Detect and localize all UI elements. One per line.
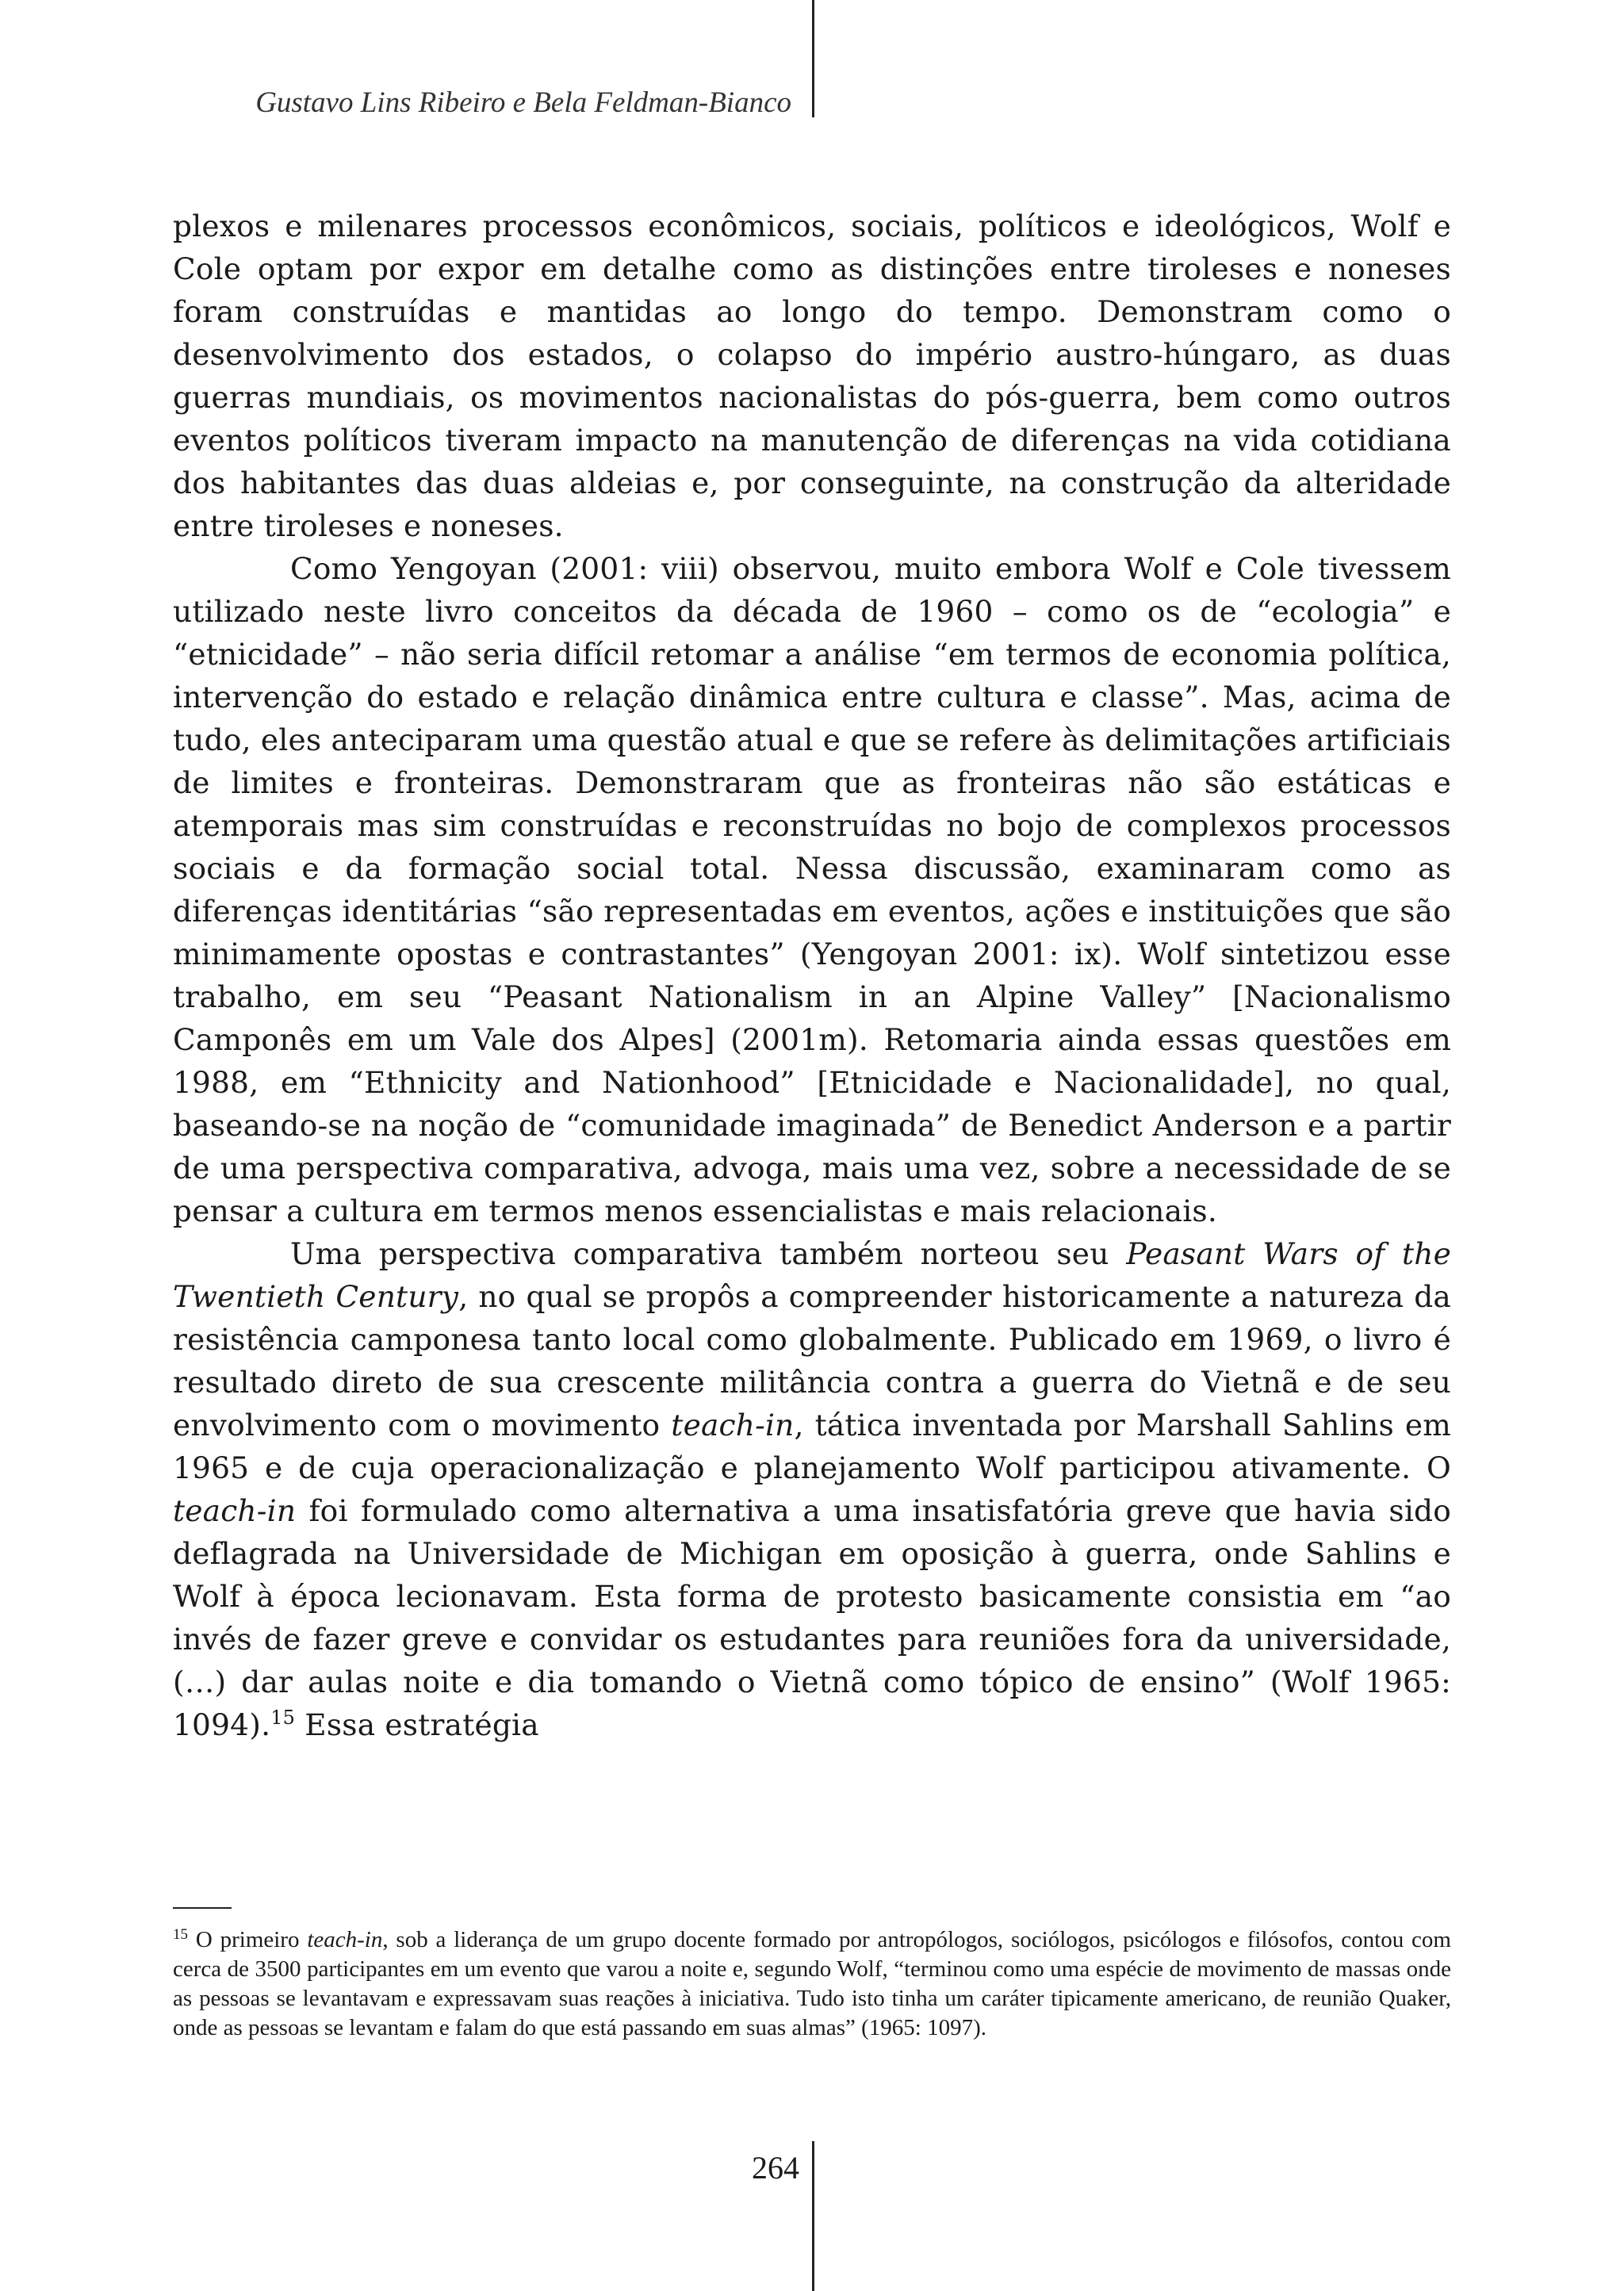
paragraph-3-text-d: foi formulado como alternativa a uma insatisfatória greve que havia sido deflagrada na Universidade de Michigan em oposição à guerra, onde Sahlins e Wolf à época lecionavam. Esta forma de protesto basicamente consistia em “ao invés de fazer greve e convidar os estudantes para reuniões fora da universidade, (…) dar aulas noite e dia tomando o Vietnã como tópico de ensino” (Wolf 1965: 1094).	[173, 1493, 1451, 1742]
page-number: 264	[752, 2150, 799, 2186]
paragraph-1: plexos e milenares processos econômicos, sociais, políticos e ideológicos, Wolf e Cole optam por expor em detalhe como as distinções entre tiroleses e noneses foram construídas e mantidas ao longo do tempo. Demonstram como o desenvolvimento dos estados, o colapso do império austro-húngaro, as duas guerras mundiais, os movimentos nacionalistas do pós-guerra, bem como outros eventos políticos tiveram impacto na manutenção de diferenças na vida cotidiana dos habitantes das duas aldeias e, por conseguinte, na construção da alteridade entre tiroleses e noneses.	[173, 209, 1451, 543]
footnote-term: teach-in	[307, 1927, 383, 1952]
footnote-text-b: , sob a liderança de um grupo docente formado por antropólogos, sociólogos, psicólogos e filósofos, contou com cerca de 3500 participantes em um evento que varou a noite e, segundo Wolf, “terminou como uma espécie de movimento de massas onde as pessoas se levantavam e expressavam suas reações à iniciativa. Tudo isto tinha um caráter tipicamente americano, de reunião Quaker, onde as pessoas se levantam e falam do que está passando em suas almas” (1965: 1097).	[173, 1927, 1451, 2040]
footnote-separator	[173, 1907, 232, 1909]
footnote-number: 15	[173, 1926, 188, 1943]
footnote-text-a: O primeiro	[188, 1927, 308, 1952]
running-head: Gustavo Lins Ribeiro e Bela Feldman-Bianco	[255, 86, 791, 119]
teach-in-term: teach-in	[173, 1493, 297, 1528]
paragraph-3-text-e: Essa estratégia	[295, 1707, 539, 1742]
top-divider-line	[812, 0, 814, 117]
paragraph-2: Como Yengoyan (2001: viii) observou, muito embora Wolf e Cole tivessem utilizado neste livro conceitos da década de 1960 – como os de “ecologia” e “etnicidade” – não seria difícil retomar a análise “em termos de economia política, intervenção do estado e relação dinâmica entre cultura e classe”. Mas, acima de tudo, eles anteciparam uma questão atual e que se refere às delimitações artificiais de limites e fronteiras. Demonstraram que as fronteiras não são estáticas e atemporais mas sim construídas e reconstruídas no bojo de complexos processos sociais e da formação social total. Nessa discussão, examinaram como as diferenças identitárias “são representadas em eventos, ações e instituições que são minimamente opostas e contrastantes” (Yengoyan 2001: ix). Wolf sintetizou esse trabalho, em seu “Peasant Nationalism in an Alpine Valley” [Nacionalismo Camponês em um Vale dos Alpes] (2001m). Retomaria ainda essas questões em 1988, em “Ethnicity and Nationhood” [Etnicidade e Nacionalidade], no qual, baseando-se na noção de “comunidade imaginada” de Benedict Anderson e a partir de uma perspectiva comparativa, advoga, mais uma vez, sobre a necessidade de se pensar a cultura em termos menos essencialistas e mais relacionais.	[173, 551, 1451, 1228]
teach-in-term: teach-in	[671, 1408, 795, 1442]
bottom-divider-line	[812, 2141, 814, 2291]
paragraph-3	[173, 1232, 1451, 1746]
footnote	[173, 1925, 1451, 2043]
book-title: Peasant Wars of the Twentieth Century	[173, 1236, 1451, 1314]
paragraph-3-text-b: , no qual se propôs a compreender historicamente a natureza da resistência camponesa tanto local como globalmente. Publicado em 1969, o livro é resultado direto de sua crescente militância contra a guerra do Vietnã e de seu envolvimento com o movimento	[173, 1279, 1451, 1442]
footnote-reference[interactable]: 15	[270, 1707, 296, 1729]
paragraph-3-text-a: Uma perspectiva comparativa também norteou seu	[290, 1236, 1127, 1271]
body-text	[173, 205, 1451, 1746]
paragraph-3-text-c: , tática inventada por Marshall Sahlins em 1965 e de cuja operacionalização e planejamento Wolf participou ativamente. O	[173, 1408, 1452, 1485]
